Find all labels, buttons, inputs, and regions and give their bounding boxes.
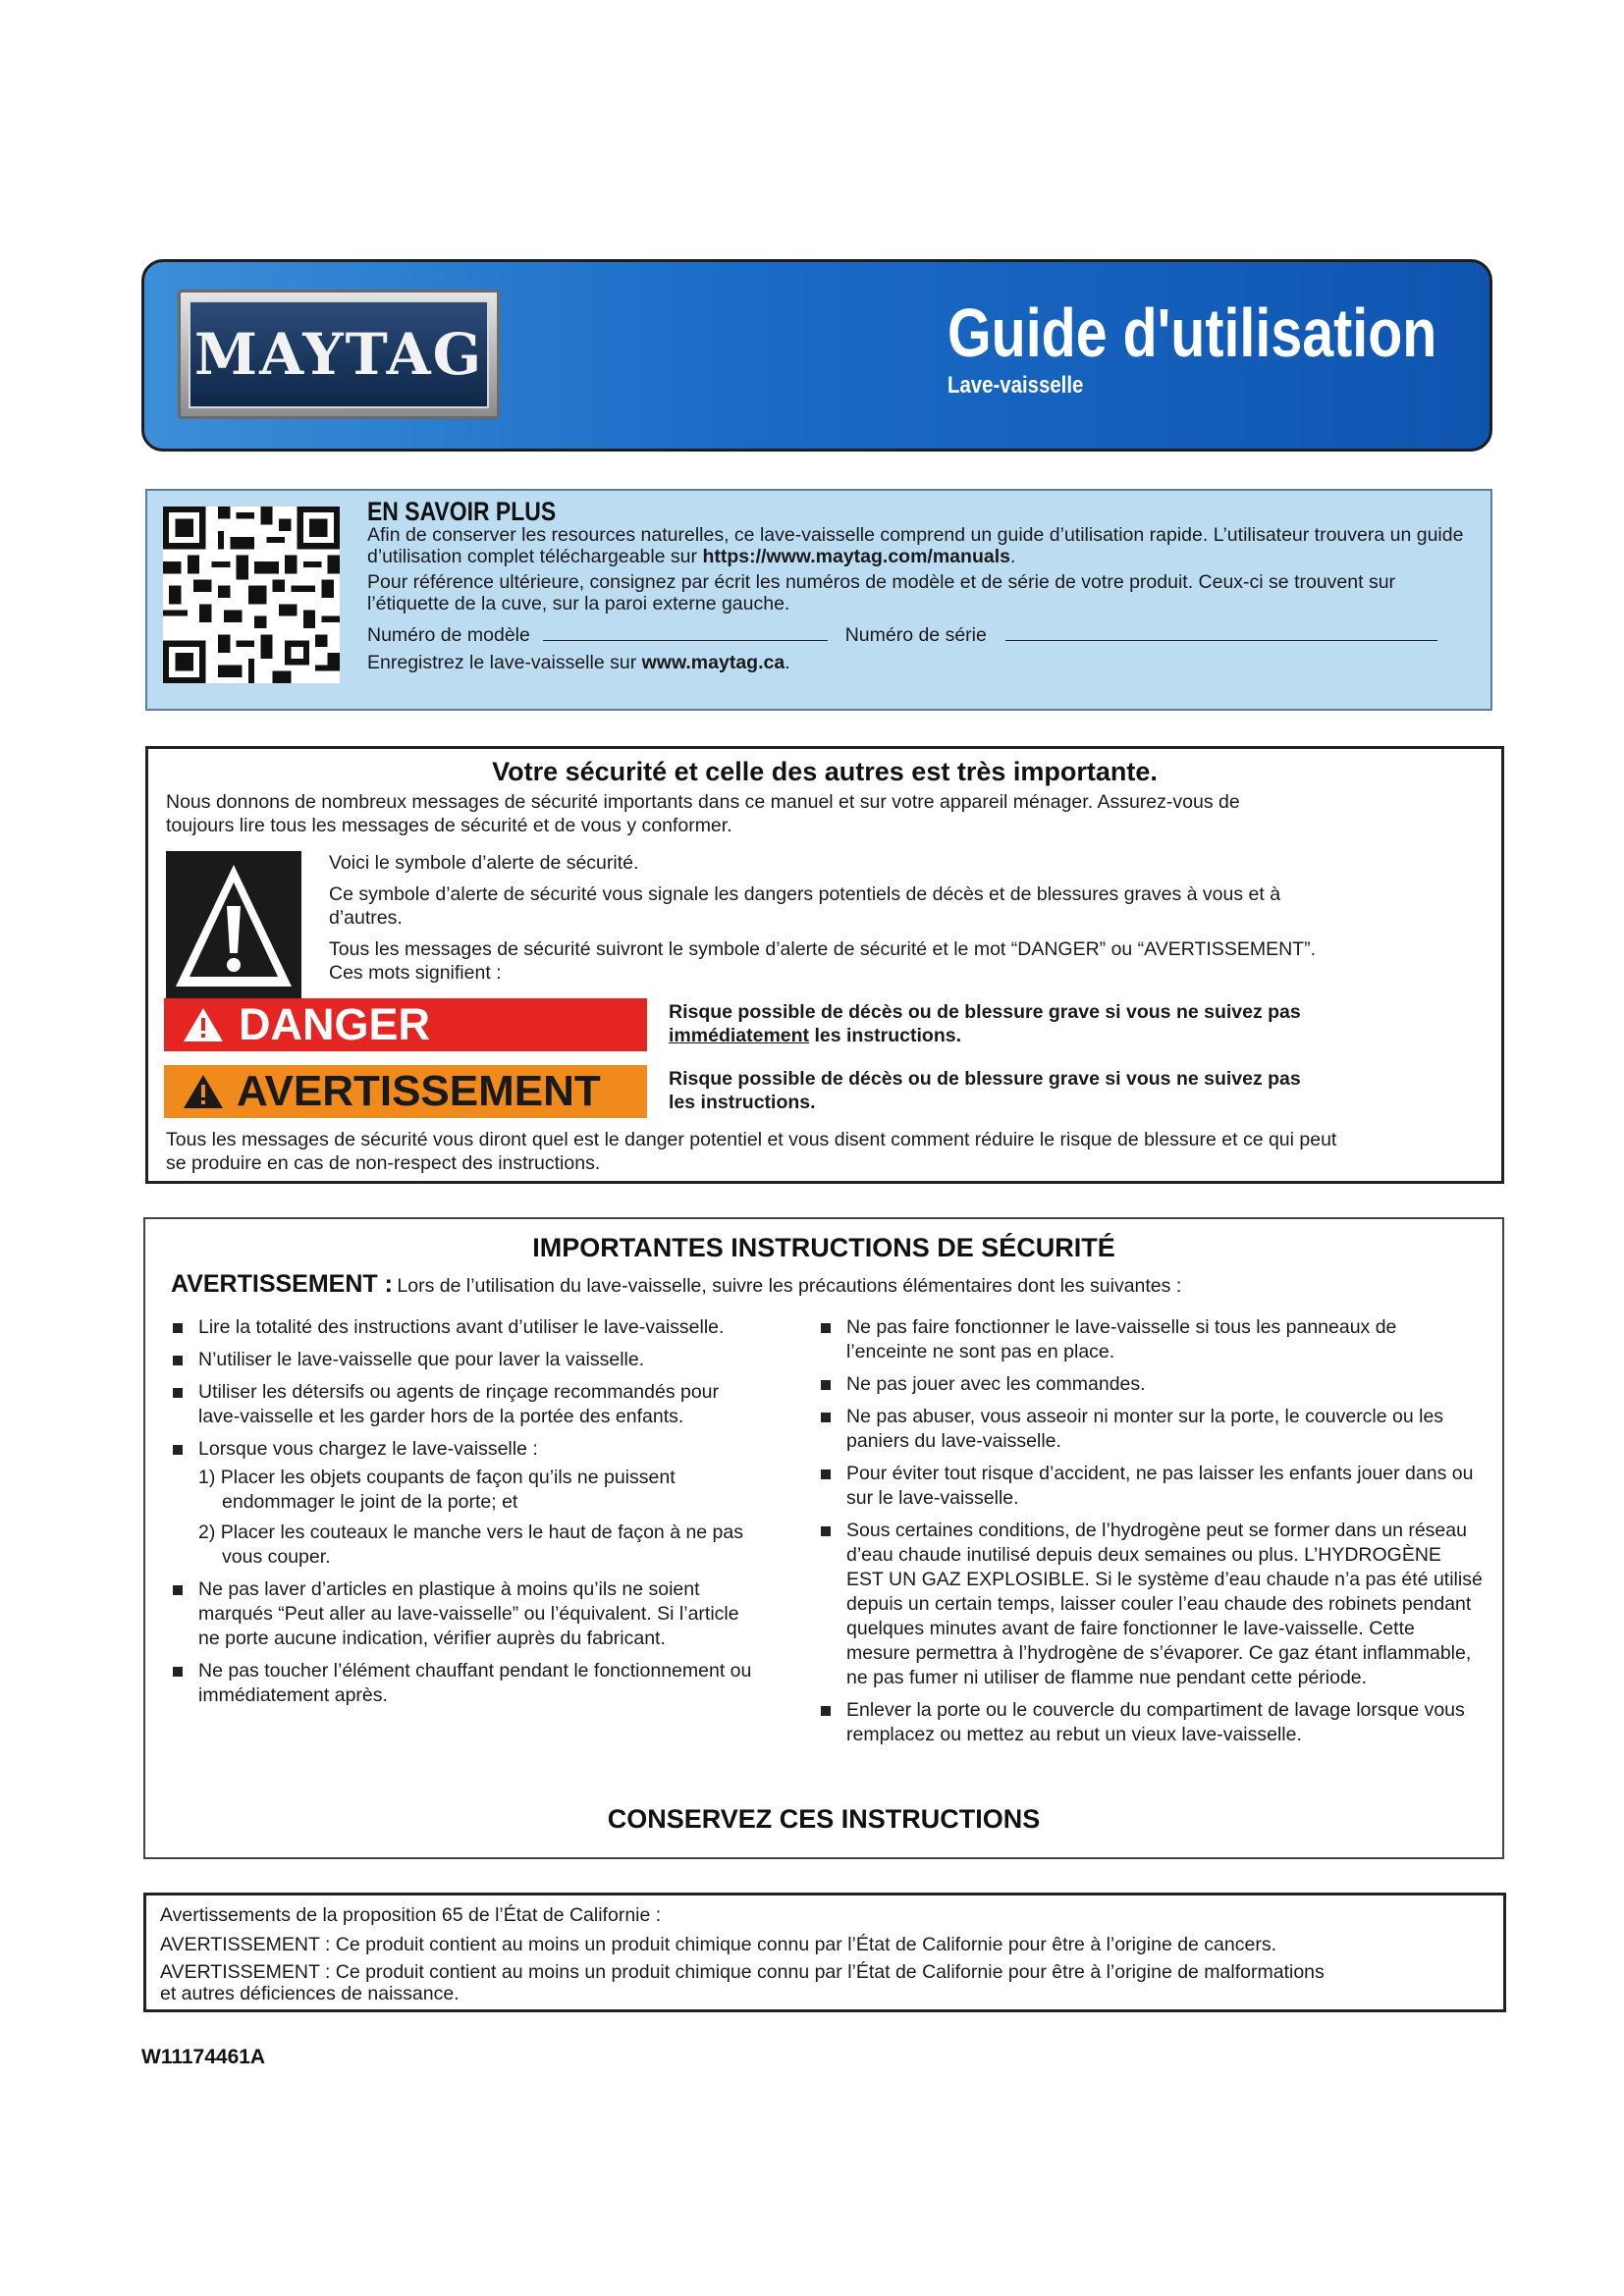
model-serial-row [367,622,1437,646]
follow-2: Ces mots signifient : [329,962,502,984]
danger-signal [164,998,647,1051]
register-link[interactable]: www.maytag.ca [641,652,785,673]
model-number-label: Numéro de modèle [367,624,530,646]
learn-more-text-1: Afin de conserver les resources naturelles, ce lave-vaisselle comprend un guide d’utilisation rapide. L’utilisateur trouvera un guide [367,524,1464,546]
safety-outro-2: se produire en cas de non-respect des instructions. [166,1152,601,1174]
learn-more-text-4: l’étiquette de la cuve, sur la paroi externe gauche. [367,593,790,614]
list-item: Ne pas faire fonctionner le lave-vaisselle si tous les panneaux de l’enceinte ne sont pas en place. [821,1315,1483,1364]
safety-alert-symbol [166,851,301,1004]
safety-intro-1: Nous donnons de nombreux messages de sécurité importants dans ce manuel et sur votre appareil ménager. Assurez-vous de [166,791,1240,813]
instructions-warning-label: AVERTISSEMENT : [171,1270,393,1298]
prop65-title: Avertissements de la proposition 65 de l’État de Californie : [160,1904,662,1926]
danger-text-1: Risque possible de décès ou de blessure grave si vous ne suivez pas [669,1001,1301,1023]
symbol-desc-1: Ce symbole d’alerte de sécurité vous signale les dangers potentiels de décès et de blessures graves à vous et à [329,883,1281,905]
warning-text-1: Risque possible de décès ou de blessure grave si vous ne suivez pas [669,1068,1301,1090]
danger-text-2: immédiatement les instructions. [669,1025,961,1046]
save-instructions-footer: CONSERVEZ CES INSTRUCTIONS [607,1804,1041,1834]
model-number-field[interactable] [543,622,828,641]
list-item: Lorsque vous chargez le lave-vaisselle : 1) Placer les objets coupants de façon qu’ils ne puissent endommager le joint de la porte; et 2) Placer les couteaux le manche vers le haut de façon à ne pas vous couper. [173,1437,758,1570]
alert-triangle-icon [166,851,301,1004]
list-item: Enlever la porte ou le couvercle du compartiment de lavage lorsque vous remplacez ou mettez au rebut un vieux lave-vaisselle. [821,1698,1483,1747]
logo-text: MAYTAG [193,321,484,388]
safety-box [145,746,1504,1184]
list-item: Pour éviter tout risque d’accident, ne pas laisser les enfants jouer dans ou sur le lave-vaisselle. [821,1462,1483,1511]
safety-intro-2: toujours lire tous les messages de sécurité et de vous y conformer. [166,815,732,836]
list-item: N’utiliser le lave-vaisselle que pour laver la vaisselle. [173,1348,758,1372]
list-item: Sous certaines conditions, de l’hydrogène peut se former dans un réseau d’eau chaude inutilisé depuis deux semaines ou plus. L’HYDROGÈNE EST UN GAZ EXPLOSIBLE. Si le système d’eau chaude n’a pas été utilisé depuis un certain temps, laisser couler l’eau chaude des robinets pendant quelques minutes avant de faire fonctionner le lave-vaisselle. Cette mesure permettra à l’hydrogène de s’évaporer. Ce gaz étant inflammable, ne pas fumer ni utiliser de flamme nue pendant cette période. [821,1519,1483,1690]
list-item: Utiliser les détersifs ou agents de rinçage recommandés pour lave-vaisselle et les garder hors de la portée des enfants. [173,1380,758,1429]
prop65-line-2b: et autres déficiences de naissance. [160,1983,460,2004]
instructions-warning-text: Lors de l’utilisation du lave-vaisselle, suivre les précautions élémentaires dont les suivantes : [397,1275,1182,1297]
maytag-logo [178,290,500,419]
instructions-warning [171,1270,1181,1299]
danger-label: DANGER [239,999,431,1049]
instructions-left-column [173,1315,758,1716]
manuals-link[interactable]: https://www.maytag.com/manuals [702,546,1010,567]
list-item: Ne pas toucher l’élément chauffant pendant le fonctionnement ou immédiatement après. [173,1659,758,1708]
warning-signal [164,1065,647,1118]
learn-more-text-3: Pour référence ultérieure, consignez par écrit les numéros de modèle et de série de votre produit. Ceux-ci se trouvent sur [367,571,1396,593]
instructions-title: IMPORTANTES INSTRUCTIONS DE SÉCURITÉ [532,1233,1115,1262]
list-item: Ne pas jouer avec les commandes. [821,1372,1483,1397]
qr-code-icon[interactable] [163,507,340,683]
sub-item: 1) Placer les objets coupants de façon qu’ils ne puissent endommager le joint de la porte; et [198,1467,676,1513]
list-item: Ne pas abuser, vous asseoir ni monter sur la porte, le couvercle ou les paniers du lave-vaisselle. [821,1405,1483,1454]
follow-1: Tous les messages de sécurité suivront le symbole d’alerte de sécurité et le mot “DANGER” ou “AVERTISSEMENT”. [329,938,1316,960]
prop65-line-2a: AVERTISSEMENT : Ce produit contient au moins un produit chimique connu par l’État de Californie pour être à l’origine de malformations [160,1961,1325,1983]
list-item: Lire la totalité des instructions avant d’utiliser le lave-vaisselle. [173,1315,758,1340]
document-number: W11174461A [141,2046,266,2068]
list-item: Ne pas laver d’articles en plastique à moins qu’ils ne soient marqués “Peut aller au lave-vaisselle” ou l’équivalent. Si l’article ne porte aucune indication, vérifier auprès du fabricant. [173,1577,758,1651]
learn-more-title: EN SAVOIR PLUS [367,497,557,526]
serial-number-label: Numéro de série [844,624,987,646]
register-row: Enregistrez le lave-vaisselle sur www.maytag.ca. [367,652,790,673]
serial-number-field[interactable] [1005,622,1437,641]
learn-more-box [145,489,1492,711]
safety-outro-1: Tous les messages de sécurité vous diront quel est le danger potentiel et vous disent comment réduire le risque de blessure et ce qui peut [166,1129,1337,1150]
page-title: Guide d'utilisation [947,294,1437,371]
symbol-desc-2: d’autres. [329,907,403,929]
header-banner [141,259,1492,452]
sub-item: 2) Placer les couteaux le manche vers le haut de façon à ne pas vous couper. [198,1522,743,1568]
warning-label: AVERTISSEMENT [237,1067,601,1115]
warning-alert-icon [182,1073,225,1110]
page-subtitle: Lave-vaisselle [947,372,1084,399]
prop65-line-1: AVERTISSEMENT : Ce produit contient au moins un produit chimique connu par l’État de Californie pour être à l’origine de cancers. [160,1934,1277,1955]
danger-alert-icon [182,1006,225,1043]
symbol-line: Voici le symbole d’alerte de sécurité. [329,852,639,874]
instructions-right-column [821,1315,1483,1755]
prop65-box [143,1893,1506,2012]
learn-more-text-2: d’utilisation complet téléchargeable sur https://www.maytag.com/manuals. [367,546,1016,567]
safety-title: Votre sécurité et celle des autres est très importante. [492,757,1158,786]
instructions-box [143,1217,1504,1859]
warning-text-2: les instructions. [669,1092,816,1113]
